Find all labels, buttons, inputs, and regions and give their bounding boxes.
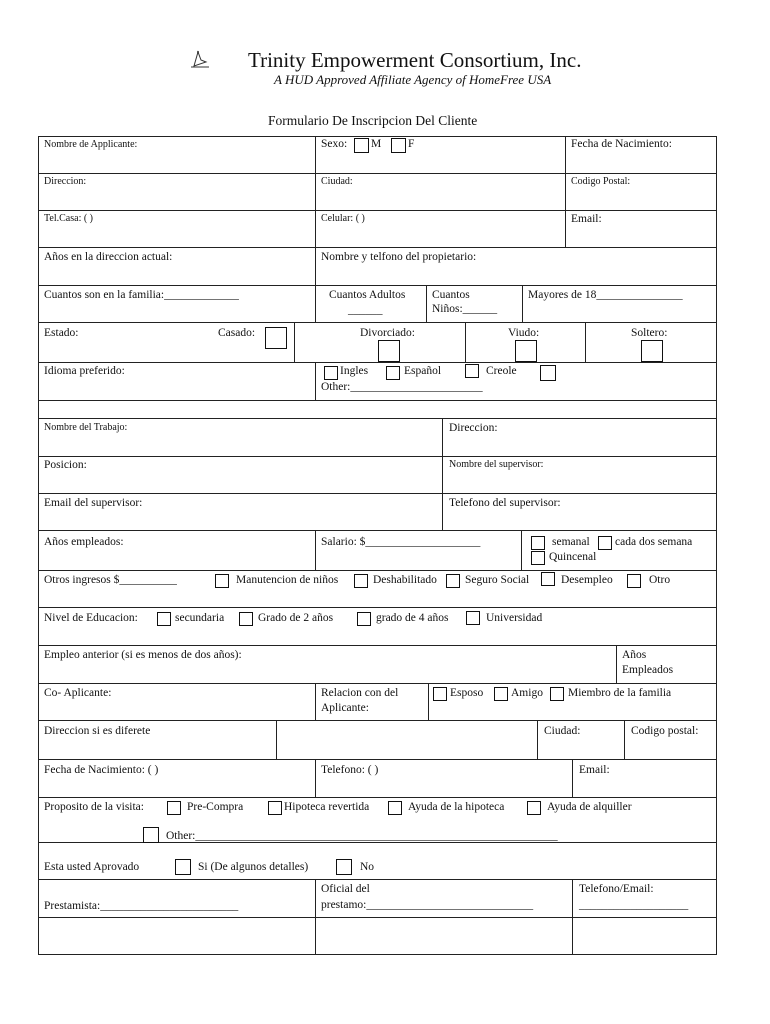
coapplicant-city-label: Ciudad: <box>544 725 581 737</box>
mortgage-help-label: Ayuda de la hipoteca <box>408 801 505 813</box>
row-divider <box>38 797 717 798</box>
over-18-label: Mayores de 18_______________ <box>528 289 683 301</box>
coapplicant-label: Co- Aplicante: <box>44 687 112 699</box>
children-label: Cuantos <box>432 289 470 301</box>
row-divider <box>38 362 717 363</box>
coapplicant-dob-label: Fecha de Nacimiento: ( ) <box>44 764 159 776</box>
sex-f-label: F <box>408 138 415 150</box>
logo <box>188 46 212 70</box>
relation-label: Relacion con del <box>321 687 399 699</box>
biweekly-checkbox[interactable] <box>598 536 612 550</box>
social-security-label: Seguro Social <box>465 574 530 586</box>
phone-email-blank: ___________________ <box>579 899 689 911</box>
children-label-2: Niños:______ <box>432 303 498 315</box>
col-divider <box>616 645 617 683</box>
row-divider <box>38 285 717 286</box>
status-label: Estado: <box>44 327 79 339</box>
sex-m-label: M <box>371 138 382 150</box>
col-divider <box>585 322 586 362</box>
family-member-checkbox[interactable] <box>550 687 564 701</box>
biweekly-label: cada dos semana <box>615 536 693 548</box>
weekly-label: semanal <box>552 536 590 548</box>
other-income-type-label: Otro <box>649 574 671 586</box>
col-divider <box>315 362 316 400</box>
unemployment-label: Desempleo <box>561 574 613 586</box>
row-divider <box>38 683 717 684</box>
education-label: Nivel de Educacion: <box>44 612 138 624</box>
disability-checkbox[interactable] <box>354 574 368 588</box>
employer-address-label: Direccion: <box>449 422 498 434</box>
divorced-label: Divorciado: <box>360 327 415 339</box>
loan-officer-label-2: prestamo:_____________________________ <box>321 899 534 911</box>
row-divider <box>38 917 717 918</box>
col-divider <box>315 879 316 955</box>
years-employed-label: Años empleados: <box>44 536 124 548</box>
social-security-checkbox[interactable] <box>446 574 460 588</box>
coapplicant-zip-label: Codigo postal: <box>631 725 699 737</box>
col-divider <box>537 720 538 759</box>
friend-label: Amigo <box>511 687 543 699</box>
col-divider <box>315 759 316 797</box>
secondary-label: secundaria <box>175 612 225 624</box>
approved-label: Esta usted Aprovado <box>44 861 140 873</box>
bird-logo-icon <box>188 46 212 70</box>
row-divider <box>38 400 717 401</box>
friend-checkbox[interactable] <box>494 687 508 701</box>
approved-yes-label: Si (De algunos detalles) <box>198 861 309 873</box>
address-label: Direccion: <box>44 176 87 187</box>
spanish-label: Español <box>404 365 442 377</box>
weekly-checkbox[interactable] <box>531 536 545 550</box>
years-at-address-label: Años en la direccion actual: <box>44 251 173 263</box>
coapplicant-email-label: Email: <box>579 764 610 776</box>
col-divider <box>426 285 427 322</box>
col-divider <box>315 530 316 570</box>
col-divider <box>572 879 573 955</box>
lender-label: Prestamista:________________________ <box>44 900 239 912</box>
reverse-mortgage-checkbox[interactable] <box>268 801 282 815</box>
pre-purchase-checkbox[interactable] <box>167 801 181 815</box>
col-divider <box>522 285 523 322</box>
other-income-checkbox[interactable] <box>627 574 641 588</box>
semimonthly-checkbox[interactable] <box>531 551 545 565</box>
col-divider <box>442 418 443 530</box>
other-language-label: Other:_______________________ <box>321 381 483 393</box>
sex-m-checkbox[interactable] <box>354 138 369 153</box>
approved-no-checkbox[interactable] <box>336 859 352 875</box>
row-divider <box>38 456 717 457</box>
row-divider <box>38 173 717 174</box>
org-name: Trinity Empowerment Consortium, Inc. <box>248 48 582 72</box>
semimonthly-label: Quincenal <box>549 551 597 563</box>
secondary-checkbox[interactable] <box>157 612 171 626</box>
other-language-checkbox[interactable] <box>540 365 556 381</box>
tagline: A HUD Approved Affiliate Agency of HomeFree USA <box>274 72 552 87</box>
disability-label: Deshabilitado <box>373 574 437 586</box>
mortgage-help-checkbox[interactable] <box>388 801 402 815</box>
row-divider <box>38 247 717 248</box>
row-divider <box>38 607 717 608</box>
employer-label: Nombre del Trabajo: <box>44 422 128 433</box>
approved-yes-checkbox[interactable] <box>175 859 191 875</box>
email-label: Email: <box>571 213 602 225</box>
married-label: Casado: <box>218 327 256 339</box>
row-divider <box>38 879 717 880</box>
landlord-label: Nombre y telfono del propietario: <box>321 251 477 263</box>
supervisor-name-label: Nombre del supervisor: <box>449 459 544 470</box>
col-divider <box>428 683 429 720</box>
col-divider <box>565 136 566 247</box>
language-label: Idioma preferido: <box>44 365 125 377</box>
dob-label: Fecha de Nacimiento: <box>571 138 672 150</box>
child-support-checkbox[interactable] <box>215 574 229 588</box>
supervisor-email-label: Email del supervisor: <box>44 497 143 509</box>
coapplicant-address-label: Direccion si es diferete <box>44 725 151 737</box>
row-divider <box>38 322 717 323</box>
sex-f-checkbox[interactable] <box>391 138 406 153</box>
creole-checkbox[interactable] <box>465 364 479 378</box>
supervisor-phone-label: Telefono del supervisor: <box>449 497 561 509</box>
two-year-degree-label: Grado de 2 años <box>258 612 334 624</box>
col-divider <box>624 720 625 759</box>
sex-label: Sexo: <box>321 138 348 150</box>
col-divider <box>315 136 316 322</box>
other-purpose-label: Other:_______________________________________________________________ <box>166 830 558 842</box>
position-label: Posicion: <box>44 459 87 471</box>
single-checkbox[interactable] <box>641 340 663 362</box>
row-divider <box>38 720 717 721</box>
row-divider <box>38 210 717 211</box>
zip-label: Codigo Postal: <box>571 176 631 187</box>
purpose-label: Proposito de la visita: <box>44 801 144 813</box>
row-divider <box>38 493 717 494</box>
rent-help-checkbox[interactable] <box>527 801 541 815</box>
widowed-checkbox[interactable] <box>515 340 537 362</box>
university-label: Universidad <box>486 612 543 624</box>
coapplicant-phone-label: Telefono: ( ) <box>321 764 379 776</box>
relation-label-2: Aplicante: <box>321 702 369 714</box>
previous-employer-label: Empleo anterior (si es menos de dos años): <box>44 649 242 661</box>
rent-help-label: Ayuda de alquiller <box>547 801 632 813</box>
col-divider <box>465 322 466 362</box>
adults-blank: ______ <box>348 304 383 316</box>
university-checkbox[interactable] <box>466 611 480 625</box>
adults-label: Cuantos Adultos <box>329 289 406 301</box>
family-member-label: Miembro de la familia <box>568 687 672 699</box>
approved-no-label: No <box>360 861 375 873</box>
unemployment-checkbox[interactable] <box>541 572 555 586</box>
loan-officer-label: Oficial del <box>321 883 370 895</box>
creole-label: Creole <box>486 365 517 377</box>
single-label: Soltero: <box>631 327 668 339</box>
other-purpose-checkbox[interactable] <box>143 827 159 843</box>
row-divider <box>38 759 717 760</box>
cell-phone-label: Celular: ( ) <box>321 213 365 224</box>
four-year-degree-label: grado de 4 años <box>376 612 449 624</box>
salary-label: Salario: $____________________ <box>321 536 481 548</box>
english-label: Ingles <box>340 365 369 377</box>
other-income-label: Otros ingresos $__________ <box>44 574 177 586</box>
phone-email-label: Telefono/Email: <box>579 883 654 895</box>
row-divider <box>38 418 717 419</box>
city-label: Ciudad: <box>321 176 353 187</box>
child-support-label: Manutencion de niños <box>236 574 339 586</box>
reverse-mortgage-label: Hipoteca revertida <box>284 801 370 813</box>
previous-years-label: Años <box>622 649 647 661</box>
two-year-degree-checkbox[interactable] <box>239 612 253 626</box>
spouse-label: Esposo <box>450 687 484 699</box>
col-divider <box>521 530 522 570</box>
spanish-checkbox[interactable] <box>386 366 400 380</box>
col-divider <box>294 322 295 362</box>
applicant-name-label: Nombre de Applicante: <box>44 139 138 150</box>
spouse-checkbox[interactable] <box>433 687 447 701</box>
married-checkbox[interactable] <box>265 327 287 349</box>
row-divider <box>38 530 717 531</box>
previous-years-label-2: Empleados <box>622 664 674 676</box>
col-divider <box>315 683 316 720</box>
widowed-label: Viudo: <box>508 327 540 339</box>
divorced-checkbox[interactable] <box>378 340 400 362</box>
col-divider <box>572 759 573 797</box>
form-title: Formulario De Inscripcion Del Cliente <box>268 113 478 128</box>
row-divider <box>38 570 717 571</box>
pre-purchase-label: Pre-Compra <box>187 801 244 813</box>
col-divider <box>276 720 277 759</box>
home-phone-label: Tel.Casa: ( ) <box>44 213 94 224</box>
family-size-label: Cuantos son en la familia:_____________ <box>44 289 239 301</box>
four-year-degree-checkbox[interactable] <box>357 612 371 626</box>
english-checkbox[interactable] <box>324 366 338 380</box>
